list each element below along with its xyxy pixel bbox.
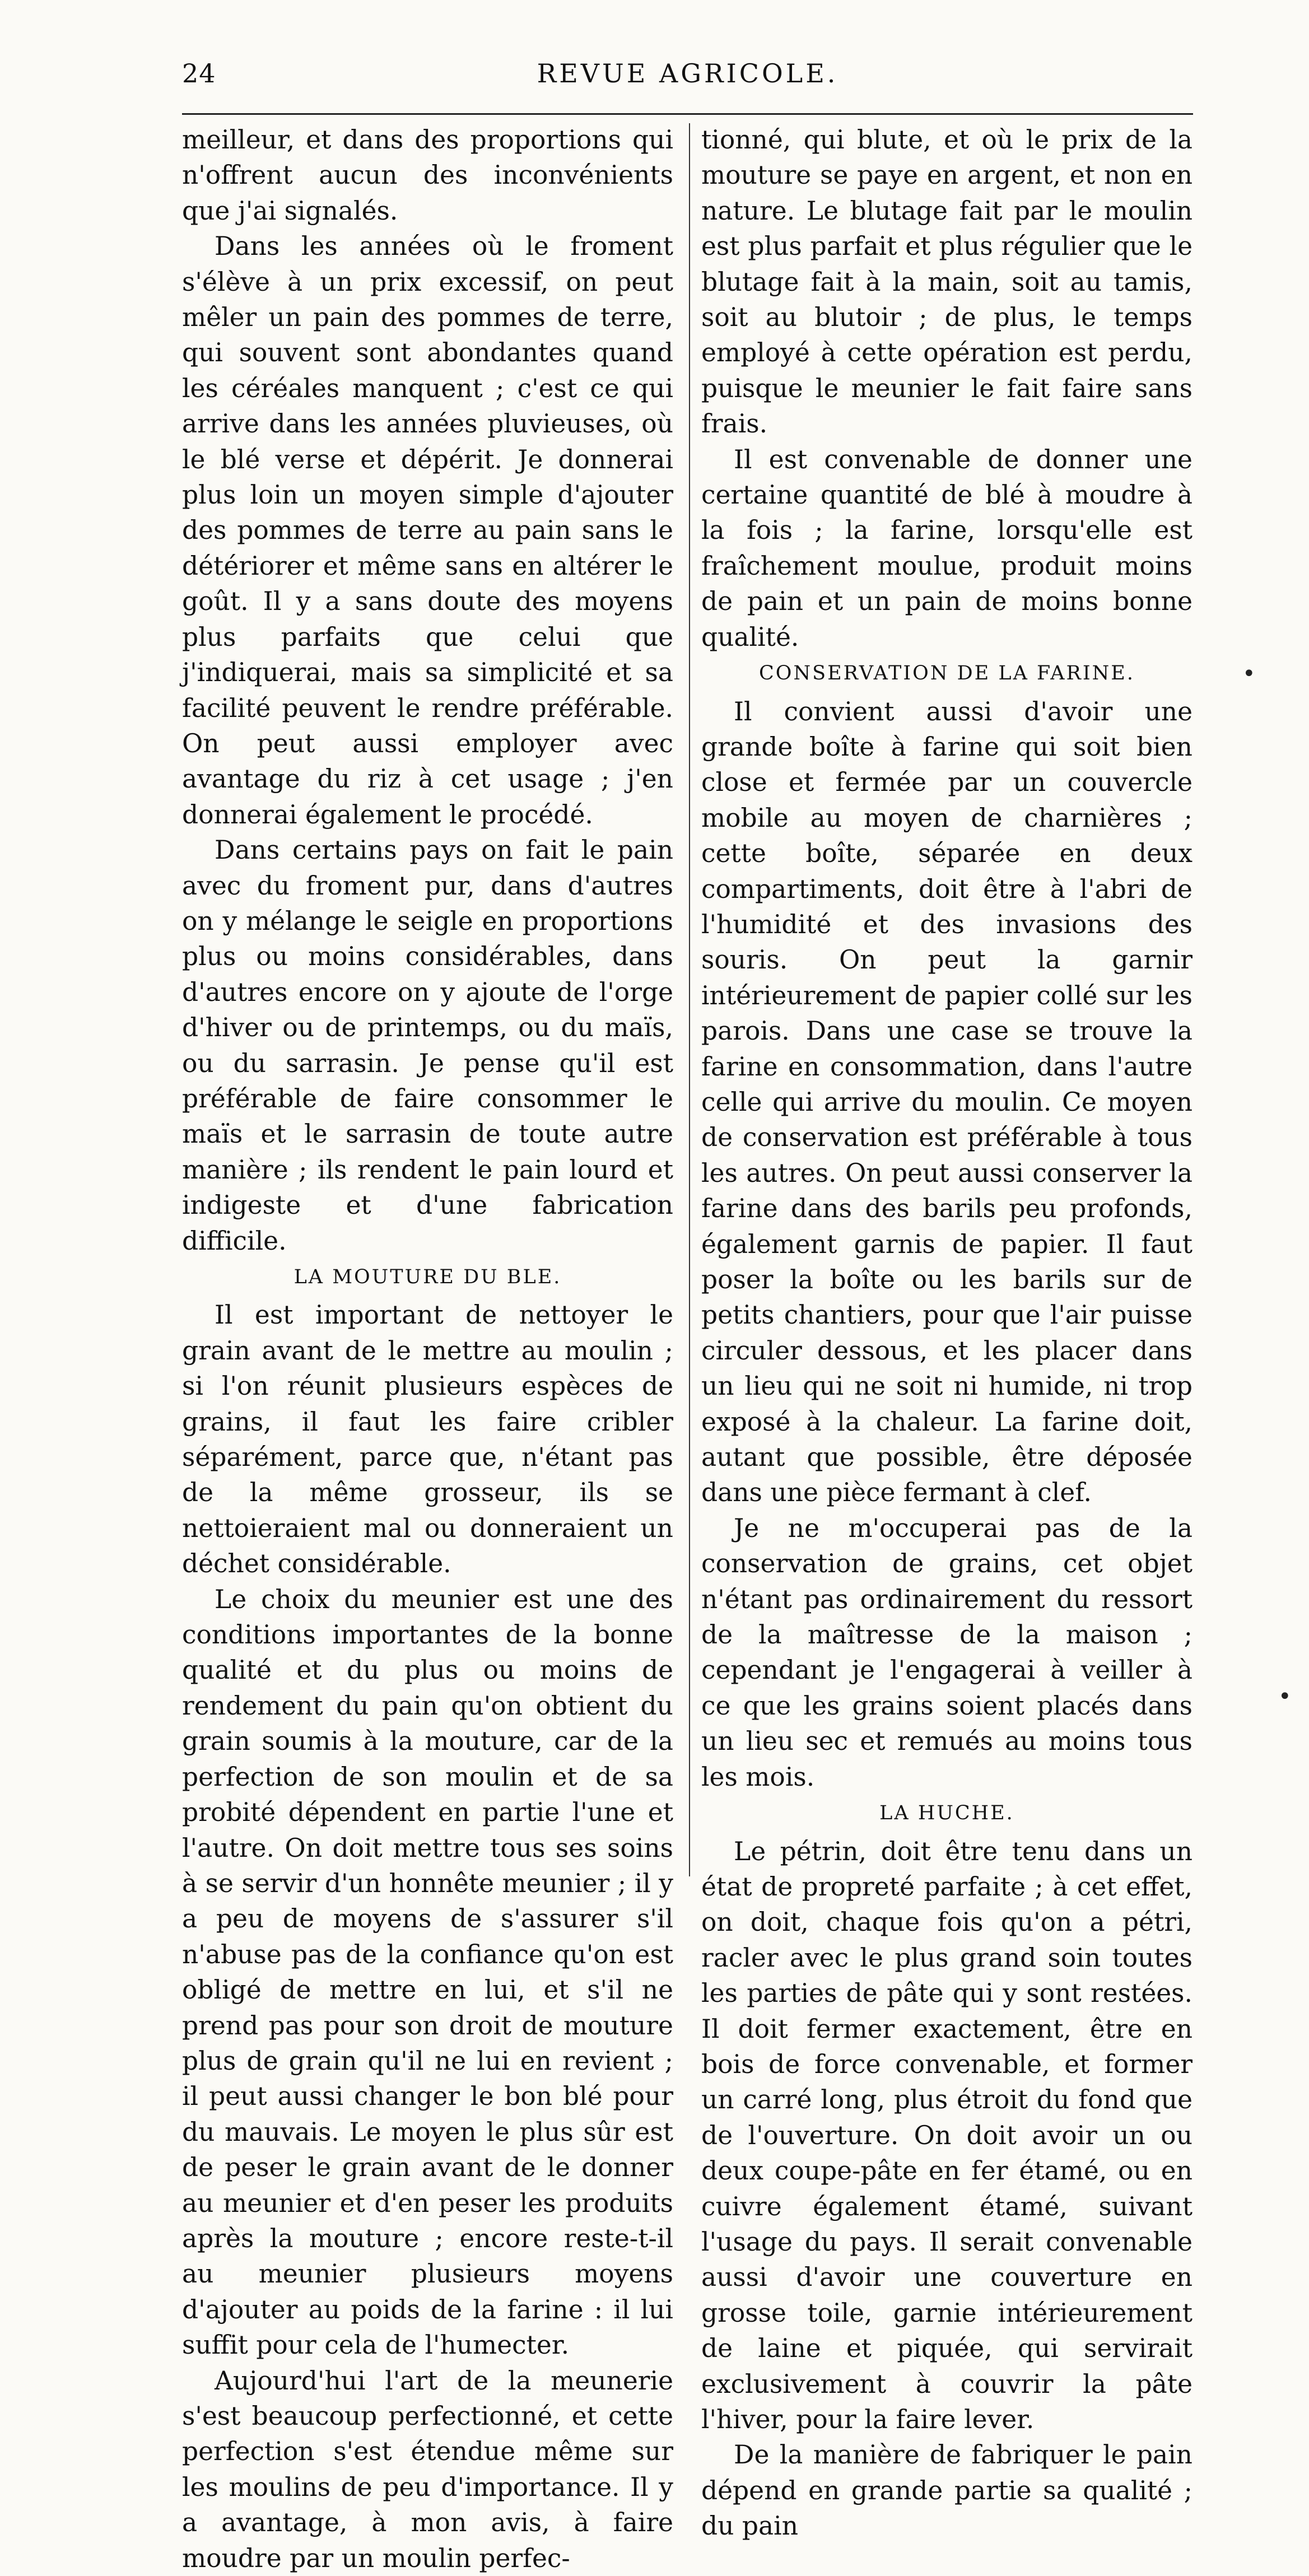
paragraph: Le pétrin, doit être tenu dans un état de propreté parfaite ; à cet effet, on doit, chaque fois qu'on a pétri, racler avec le plus grand soin toutes les parties de pâte qui y sont restées. Il doit fermer exactement, être en bois de force convenable, et former un carré long, plus étroit du fond que de l'ouverture. On doit avoir un ou deux coupe-pâte en fer étamé, ou en cuivre également étamé, suivant l'usage du pays. Il serait convenable aussi d'avoir une couverture en grosse toile, garnie intérieurement de laine et piquée, qui servirait exclusivement à couvrir la pâte l'hiver, pour la faire lever.: [701, 1836, 1192, 2434]
paragraph: Je ne m'occuperai pas de la conservation de grains, cet objet n'étant pas ordinairement du ressort de la maîtresse de la maison ; cependant je l'engagerai à veiller à ce que les grains soient placés dans un lieu sec et remués au moins tous les mois.: [701, 1513, 1192, 1792]
right-column: [701, 122, 1192, 2544]
paragraph: Dans certains pays on fait le pain avec du froment pur, dans d'autres on y mélange le seigle en proportions plus ou moins considérables, dans d'autres encore on y ajoute de l'orge d'hiver ou de printemps, ou du maïs, ou du sarrasin. Je pense qu'il est préférable de faire consommer le maïs et le sarrasin de toute autre manière ; ils rendent le pain lourd et indigeste et d'une fabrication difficile.: [182, 835, 673, 1256]
paragraph: Dans les années où le froment s'élève à un prix excessif, on peut mêler un pain des pommes de terre, qui souvent sont abondantes quand les céréales manquent ; c'est ce qui arrive dans les années pluvieuses, où le blé verse et dépérit. Je donnerai plus loin un moyen simple d'ajouter des pommes de terre au pain sans le détériorer et même sans en altérer le goût. Il y a sans doute des moyens plus parfaits que celui que j'indiquerai, mais sa simplicité et sa facilité peuvent le rendre préférable. On peut aussi employer avec avantage du riz à cet usage ; j'en donnerai également le procédé.: [182, 231, 673, 830]
paragraph: Le choix du meunier est une des conditions importantes de la bonne qualité et du plus ou moins de rendement du pain qu'on obtient du grain soumis à la mouture, car de la perfection de son moulin et de sa probité dépendent en partie l'une et l'autre. On doit mettre tous ses soins à se servir d'un honnête meunier ; il y a peu de moyens de s'assurer s'il n'abuse pas de la confiance qu'on est obligé de mettre en lui, et s'il ne prend pas pour son droit de mouture plus de grain qu'il ne lui en revient ; il peut aussi changer le bon blé pour du mauvais. Le moyen le plus sûr est de peser le grain avant de le donner au meunier et d'en peser les produits après la mouture ; encore reste-t-il au meunier plusieurs moyens d'ajouter au poids de la farine : il lui suffit pour cela de l'humecter.: [182, 1584, 673, 2360]
header-rule: [182, 113, 1193, 115]
paragraph: tionné, qui blute, et où le prix de la mouture se paye en argent, et non en nature. Le blutage fait par le moulin est plus parfait et plus régulier que le blutage fait à la main, soit au tamis, soit au blutoir ; de plus, le temps employé à cette opération est perdu, puisque le meunier le fait faire sans frais.: [701, 125, 1192, 439]
page-number: 24: [182, 58, 216, 88]
margin-speck: •: [1278, 1684, 1292, 1709]
section-heading: CONSERVATION DE LA FARINE.: [759, 662, 1135, 685]
section-heading: LA HUCHE.: [879, 1802, 1014, 1825]
column-divider: [689, 123, 690, 1876]
paragraph: Aujourd'hui l'art de la meunerie s'est beaucoup perfectionné, et cette perfection s'est étendue même sur les moulins de peu d'importance. Il y a avantage, à mon avis, à faire moudre par un moulin perfec-: [182, 2365, 673, 2573]
running-title: REVUE AGRICOLE.: [537, 58, 838, 88]
paragraph: Il convient aussi d'avoir une grande boîte à farine qui soit bien close et fermée par un couvercle mobile au moyen de charnières ; cette boîte, séparée en deux compartiments, doit être à l'abri de l'humidité et des invasions des souris. On peut la garnir intérieurement de papier collé sur les parois. Dans une case se trouve la farine en consommation, dans l'autre celle qui arrive du moulin. Ce moyen de conservation est préférable à tous les autres. On peut aussi conserver la farine dans des barils peu profonds, également garnis de papier. Il faut poser la boîte ou les barils sur de petits chantiers, pour que l'air puisse circuler dessous, et les placer dans un lieu qui ne soit ni humide, ni trop exposé à la chaleur. La farine doit, autant que possible, être déposée dans une pièce fermant à clef.: [701, 696, 1192, 1508]
paragraph: Il est important de nettoyer le grain avant de le mettre au moulin ; si l'on réunit plusieurs espèces de grains, il faut les faire cribler séparément, parce que, n'étant pas de la même grosseur, ils se nettoieraient mal ou donneraient un déchet considérable.: [182, 1300, 673, 1579]
page-header: [182, 58, 1193, 97]
section-heading: LA MOUTURE DU BLE.: [294, 1266, 562, 1288]
paragraph: De la manière de fabriquer le pain dépend en grande partie sa qualité ; du pain: [701, 2440, 1192, 2541]
margin-speck: •: [1242, 661, 1256, 687]
paragraph: meilleur, et dans des proportions qui n'offrent aucun des inconvénients que j'ai signalés.: [182, 125, 673, 226]
left-column: [182, 122, 673, 2576]
paragraph: Il est convenable de donner une certaine quantité de blé à moudre à la fois ; la farine, lorsqu'elle est fraîchement moulue, produit moins de pain et un pain de moins bonne qualité.: [701, 444, 1192, 652]
